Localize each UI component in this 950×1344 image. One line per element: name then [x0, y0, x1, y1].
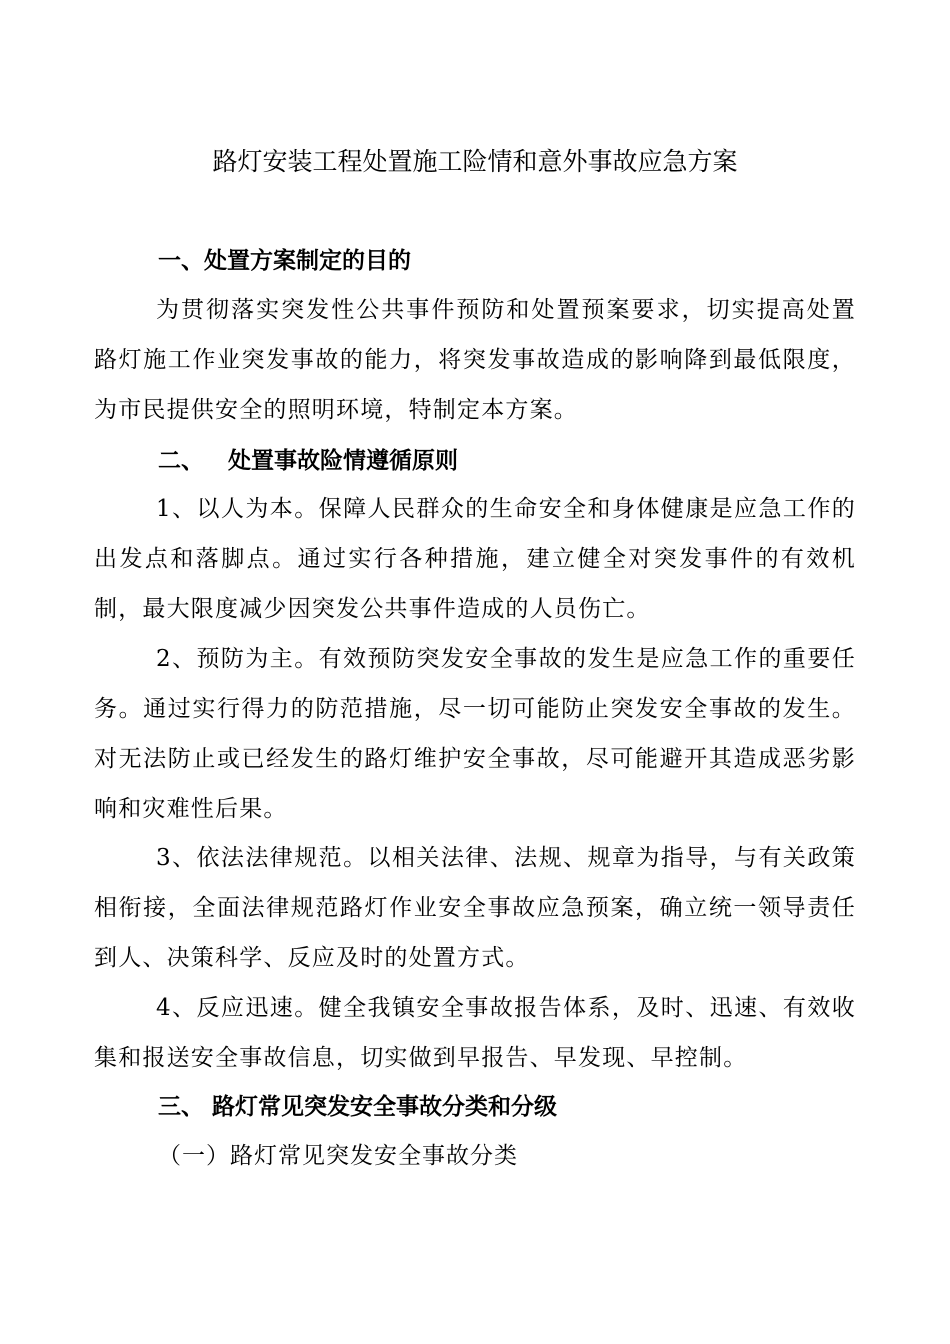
section-heading-classification: 三、 路灯常见突发安全事故分类和分级	[158, 1094, 558, 1120]
paragraph-principle-2: 2、预防为主。有效预防突发安全事故的发生是应急工作的重要任务。通过实行得力的防范措施，尽一切可能防止突发安全事故的发生。对无法防止或已经发生的路灯维护安全事故，尽可能避开其造成恶劣影响和灾难性后果。	[94, 646, 856, 822]
paragraph-principle-3: 3、依法法律规范。以相关法律、法规、规章为指导，与有关政策相衔接，全面法律规范路灯作业安全事故应急预案，确立统一领导责任到人、决策科学、反应及时的处置方式。	[94, 845, 856, 971]
document-title: 路灯安装工程处置施工险情和意外事故应急方案	[212, 147, 738, 176]
paragraph-principle-1: 1、以人为本。保障人民群众的生命安全和身体健康是应急工作的出发点和落脚点。通过实行各种措施，建立健全对突发事件的有效机制，最大限度减少因突发公共事件造成的人员伤亡。	[94, 496, 856, 622]
paragraph-principle-4: 4、反应迅速。健全我镇安全事故报告体系，及时、迅速、有效收集和报送安全事故信息，切实做到早报告、早发现、早控制。	[94, 995, 856, 1071]
section-heading-principles: 二、 处置事故险情遵循原则	[158, 448, 459, 474]
paragraph-purpose: 为贯彻落实突发性公共事件预防和处置预案要求，切实提高处置路灯施工作业突发事故的能力，将突发事故造成的影响降到最低限度，为市民提供安全的照明环境，特制定本方案。	[94, 297, 856, 423]
subsection-heading-classification: （一）路灯常见突发安全事故分类	[158, 1143, 518, 1169]
section-heading-purpose: 一、处置方案制定的目的	[158, 248, 411, 274]
